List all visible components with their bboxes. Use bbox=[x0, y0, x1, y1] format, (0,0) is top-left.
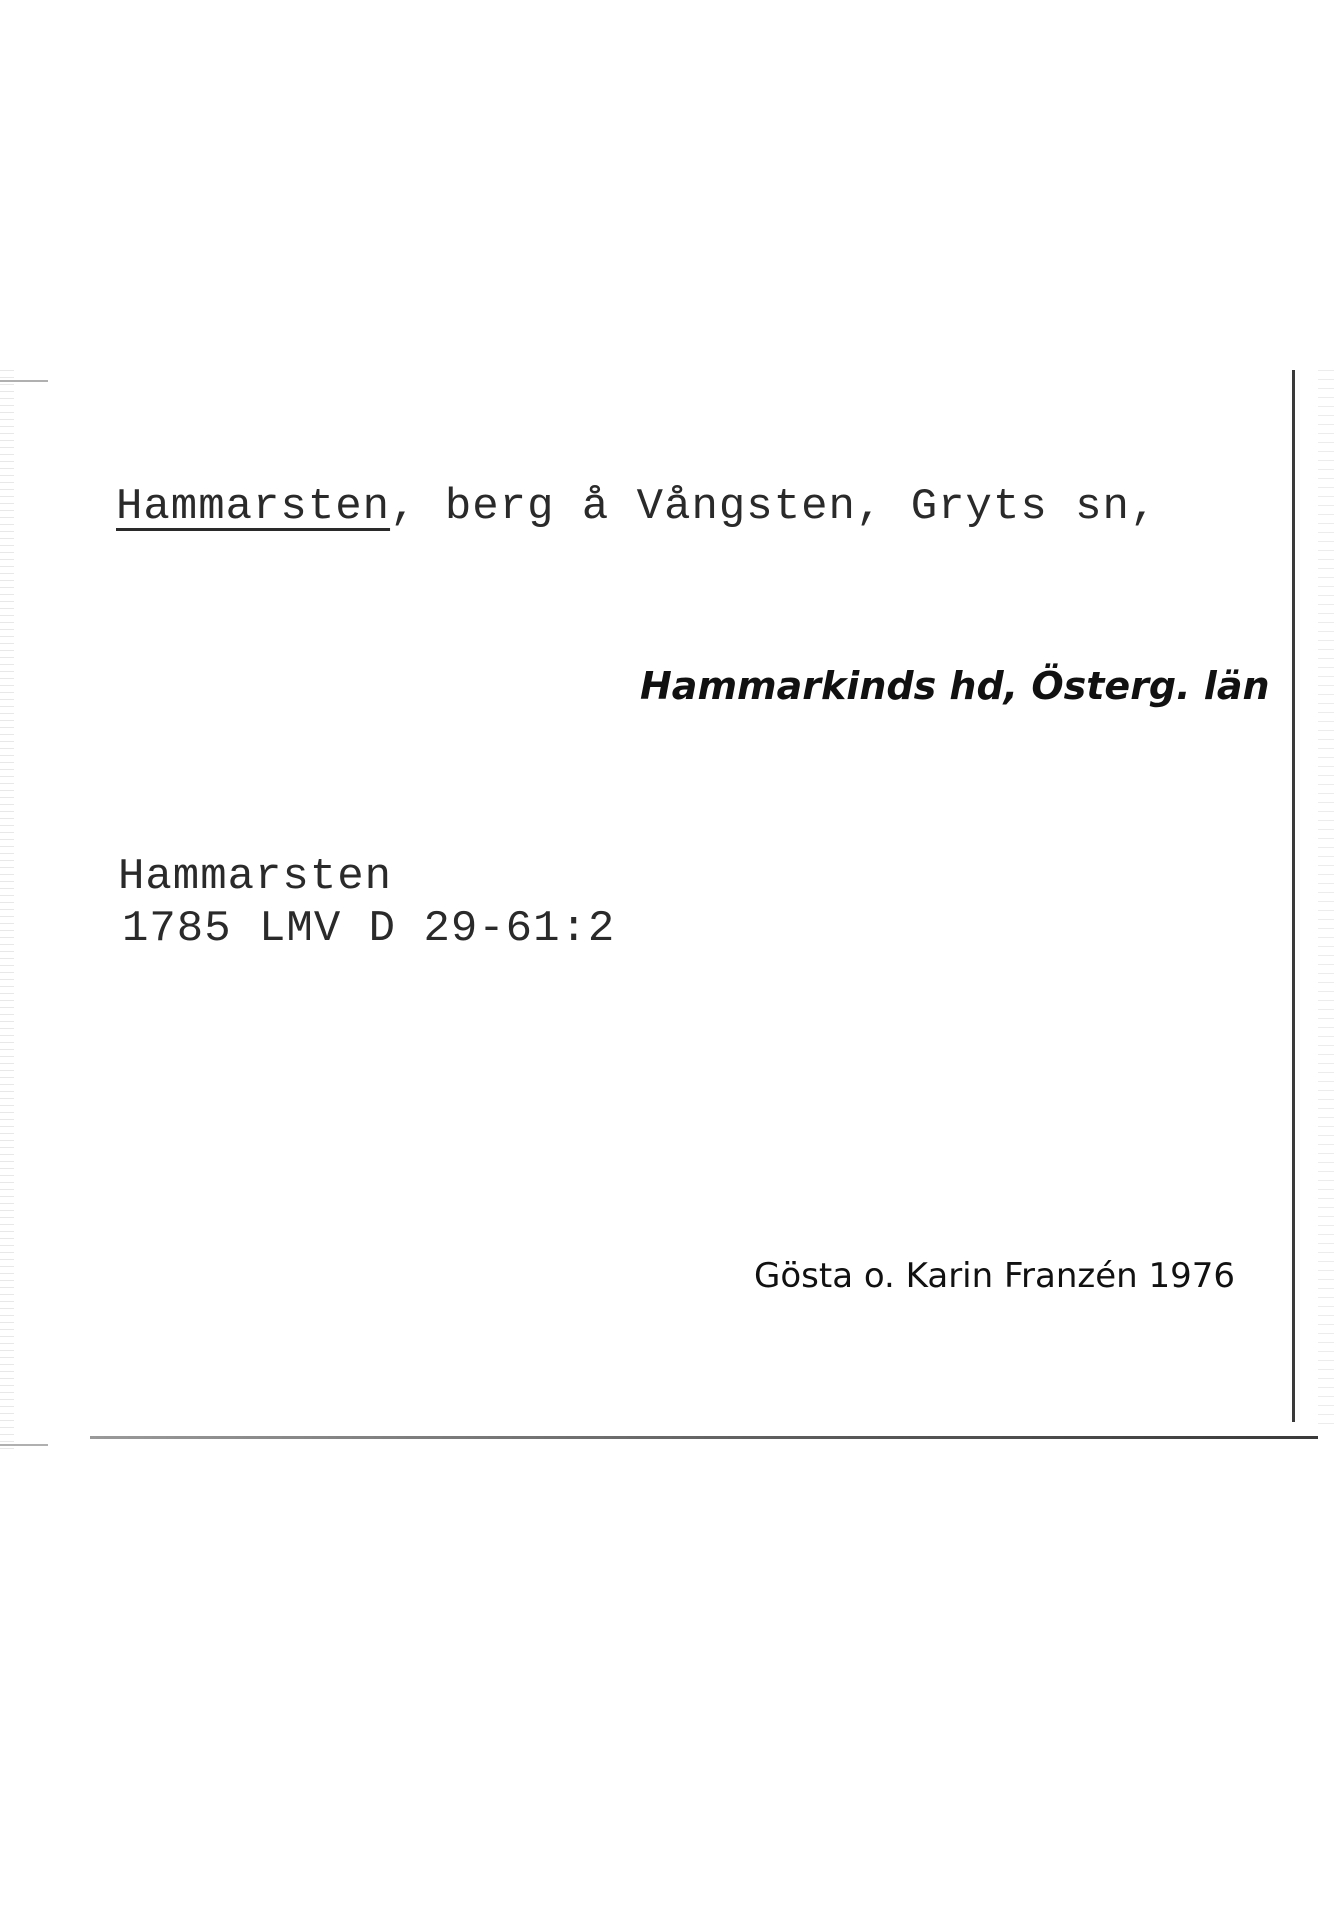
entry-description: , berg å Vångsten, Gryts sn, bbox=[390, 482, 1158, 532]
card-corner-mark-bottom bbox=[0, 1444, 48, 1446]
entry-line bbox=[116, 482, 1157, 532]
source-name: Hammarsten bbox=[118, 852, 393, 902]
collector-stamp: Gösta o. Karin Franzén 1976 bbox=[754, 1256, 1236, 1296]
source-reference: 1785 LMV D 29-61:2 bbox=[122, 904, 616, 954]
card-bottom-border bbox=[90, 1436, 1318, 1439]
card-right-border bbox=[1292, 370, 1295, 1422]
card-corner-mark-top bbox=[0, 380, 48, 382]
scan-edge-left bbox=[0, 370, 14, 1450]
scan-edge-right bbox=[1318, 370, 1334, 1430]
region-stamp: Hammarkinds hd, Österg. län bbox=[640, 664, 1270, 708]
headword: Hammarsten bbox=[116, 482, 391, 532]
